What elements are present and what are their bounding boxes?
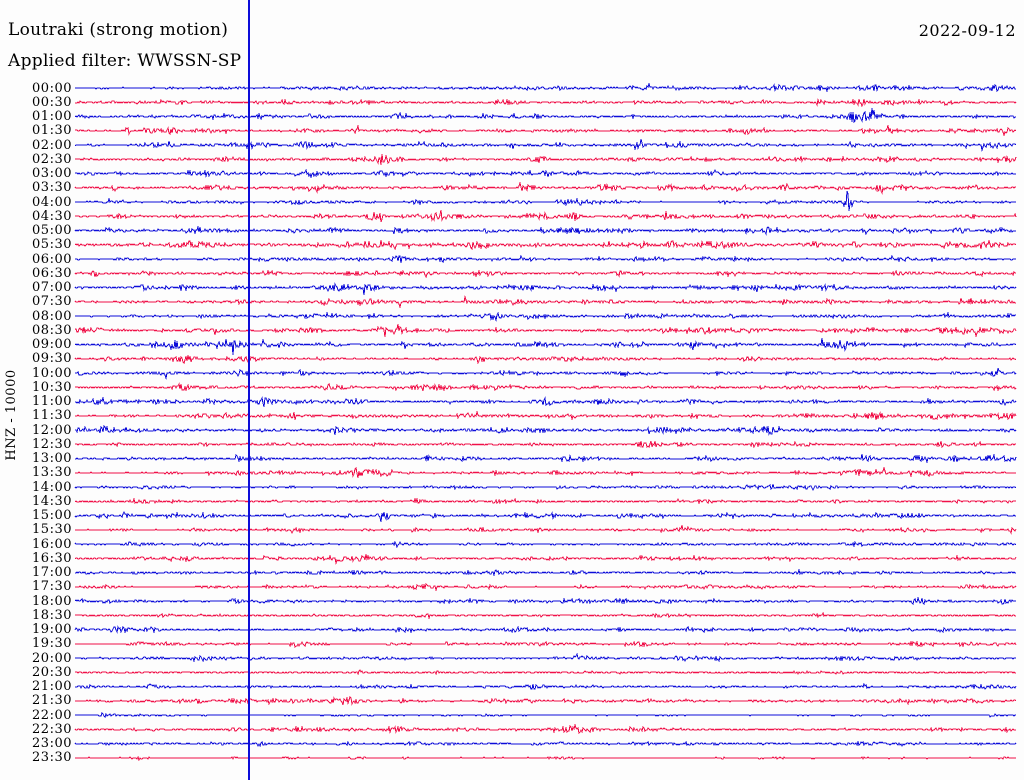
- trace-row-18:30: [75, 613, 1016, 618]
- time-label: 13:00: [32, 451, 72, 467]
- trace-row-11:30: [75, 412, 1016, 420]
- trace-row-00:30: [75, 99, 1016, 106]
- trace-row-15:30: [75, 525, 1016, 533]
- trace-row-00:00: [75, 84, 1016, 91]
- trace-row-18:00: [75, 598, 1016, 604]
- trace-row-17:30: [75, 584, 1016, 590]
- trace-row-23:00: [75, 742, 1016, 746]
- trace-row-12:00: [75, 426, 1016, 435]
- time-label: 07:30: [32, 294, 72, 310]
- time-cursor-line: [248, 0, 250, 780]
- time-label: 21:00: [32, 679, 72, 695]
- trace-row-13:00: [75, 454, 1016, 462]
- trace-row-22:30: [75, 725, 1016, 733]
- time-labels-column: [0, 0, 72, 780]
- time-label: 22:00: [32, 707, 72, 723]
- time-label: 23:00: [32, 736, 72, 752]
- trace-row-10:30: [75, 384, 1016, 391]
- time-label: 00:30: [32, 94, 72, 110]
- trace-row-09:00: [75, 338, 1016, 355]
- time-label: 22:30: [32, 721, 72, 737]
- time-label: 06:30: [32, 265, 72, 281]
- time-label: 19:30: [32, 636, 72, 652]
- time-label: 12:00: [32, 422, 72, 438]
- time-label: 14:30: [32, 493, 72, 509]
- time-label: 01:00: [32, 109, 72, 124]
- channel-scale-label: HNZ - 10000: [4, 369, 19, 461]
- time-label: 19:00: [32, 622, 72, 638]
- trace-row-04:30: [75, 210, 1016, 222]
- time-label: 23:30: [32, 750, 72, 766]
- trace-row-19:00: [75, 627, 1016, 632]
- time-label: 18:30: [32, 607, 72, 623]
- time-label: 00:00: [32, 80, 72, 96]
- trace-row-05:00: [75, 227, 1016, 234]
- time-label: 04:30: [32, 208, 72, 224]
- trace-row-22:00: [75, 713, 1016, 717]
- trace-row-07:00: [75, 284, 1016, 295]
- time-label: 20:30: [32, 664, 72, 680]
- trace-row-01:30: [75, 125, 1016, 135]
- time-label: 21:30: [32, 693, 72, 709]
- time-label: 15:00: [32, 508, 72, 524]
- trace-row-14:30: [75, 499, 1016, 503]
- trace-row-05:30: [75, 240, 1016, 249]
- trace-row-08:00: [75, 313, 1016, 320]
- time-label: 15:30: [32, 522, 72, 538]
- trace-row-10:00: [75, 368, 1016, 378]
- time-label: 07:00: [32, 280, 72, 296]
- time-label: 02:30: [32, 151, 72, 167]
- time-label: 10:30: [32, 379, 72, 395]
- trace-row-08:30: [75, 324, 1016, 337]
- time-label: 14:00: [32, 479, 72, 495]
- time-label: 11:30: [32, 408, 72, 424]
- time-label: 17:00: [32, 565, 72, 581]
- trace-row-06:00: [75, 256, 1016, 263]
- time-label: 18:00: [32, 593, 72, 609]
- time-label: 17:30: [32, 579, 72, 595]
- trace-row-13:30: [75, 468, 1016, 478]
- date-label: 2022-09-12: [918, 21, 1016, 40]
- trace-row-23:30: [75, 757, 1016, 760]
- trace-row-21:30: [75, 697, 1016, 705]
- time-label: 05:00: [32, 223, 72, 239]
- trace-row-15:00: [75, 512, 1016, 522]
- time-label: 16:00: [32, 536, 72, 552]
- time-label: 08:00: [32, 308, 72, 324]
- trace-row-20:00: [75, 654, 1016, 661]
- trace-row-19:30: [75, 642, 1016, 647]
- time-label: 02:00: [32, 137, 72, 153]
- time-label: 05:30: [32, 237, 72, 253]
- trace-row-20:30: [75, 670, 1016, 674]
- trace-row-16:30: [75, 554, 1016, 563]
- trace-row-16:00: [75, 542, 1016, 547]
- time-label: 08:30: [32, 322, 72, 338]
- time-label: 09:00: [32, 337, 72, 353]
- time-label: 13:30: [32, 465, 72, 481]
- trace-row-11:00: [75, 398, 1016, 407]
- trace-row-03:00: [75, 170, 1016, 177]
- time-label: 03:30: [32, 180, 72, 196]
- trace-row-14:00: [75, 484, 1016, 490]
- filter-label: Applied filter: WWSSN-SP: [8, 51, 242, 71]
- trace-row-21:00: [75, 684, 1016, 689]
- trace-row-02:00: [75, 139, 1016, 150]
- time-label: 01:30: [32, 123, 72, 139]
- trace-row-02:30: [75, 154, 1016, 165]
- trace-row-17:00: [75, 570, 1016, 575]
- trace-row-12:30: [75, 441, 1016, 447]
- trace-row-04:00: [75, 191, 1016, 211]
- trace-row-06:30: [75, 271, 1016, 277]
- time-label: 04:00: [32, 194, 72, 210]
- trace-row-01:00: [75, 108, 1016, 122]
- time-label: 09:30: [32, 351, 72, 367]
- time-label: 10:00: [32, 365, 72, 381]
- trace-row-07:30: [75, 297, 1016, 307]
- time-label: 06:00: [32, 251, 72, 267]
- trace-row-03:30: [75, 183, 1016, 193]
- time-label: 16:30: [32, 550, 72, 566]
- time-label: 20:00: [32, 650, 72, 666]
- time-label: 03:00: [32, 166, 72, 182]
- trace-row-09:30: [75, 355, 1016, 363]
- time-label: 12:30: [32, 436, 72, 452]
- station-title: Loutraki (strong motion): [8, 20, 229, 40]
- time-label: 11:00: [32, 394, 72, 410]
